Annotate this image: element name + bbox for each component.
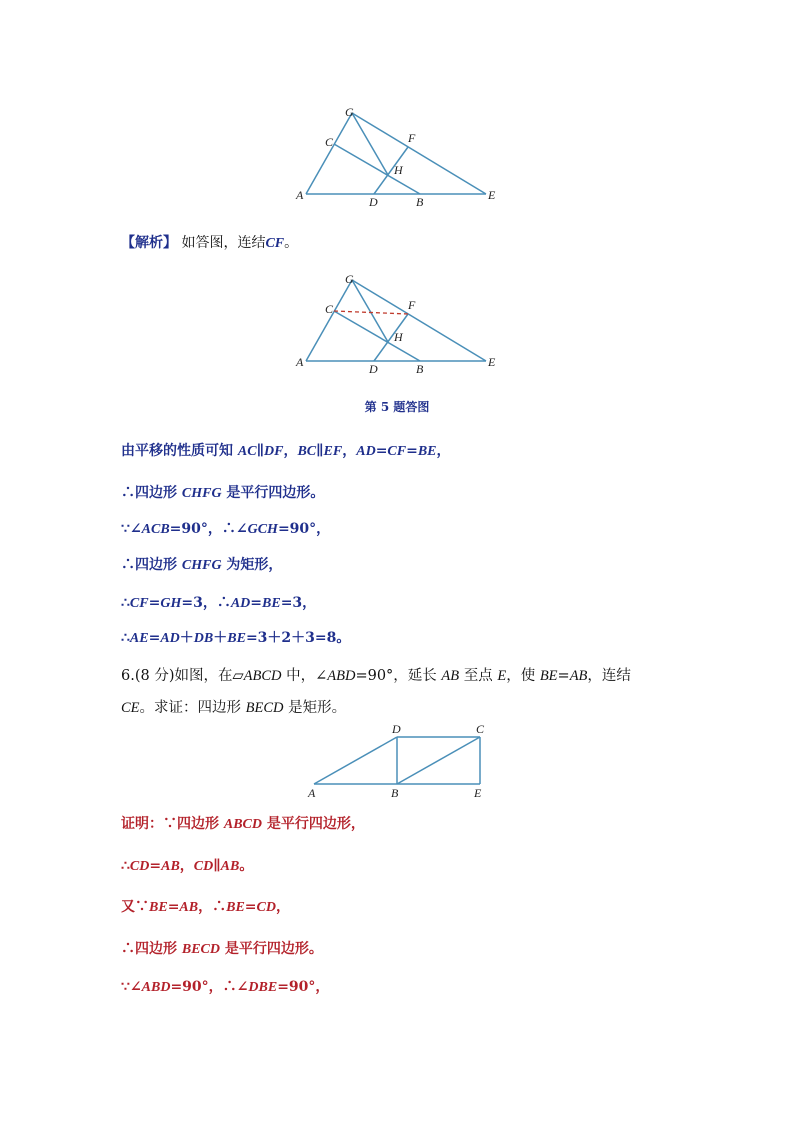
- segment-cb: [334, 311, 420, 361]
- label-a: A: [296, 355, 304, 369]
- text-run: =: [148, 595, 161, 611]
- math-term: AE: [129, 631, 149, 646]
- label-e: E: [488, 188, 496, 202]
- text-run: =3，∴: [181, 595, 231, 611]
- analysis-line: [121, 232, 298, 252]
- label-d: D: [369, 195, 378, 209]
- text-run: =: [250, 595, 263, 611]
- text-run: =: [167, 899, 180, 915]
- solution-line: [121, 554, 282, 574]
- math-term: AD: [160, 631, 180, 646]
- text-run: ∥: [316, 443, 324, 459]
- figure-1-triangle: [290, 100, 510, 210]
- math-term: DB: [193, 631, 214, 646]
- math-term: ABCD: [243, 668, 282, 684]
- math-term: CE: [121, 700, 140, 716]
- text-run: =3＋2＋3=8。: [245, 630, 351, 646]
- math-term: BE: [539, 668, 558, 684]
- text-run: 又∵: [121, 899, 149, 915]
- math-term: BC: [297, 444, 317, 459]
- text-run: ，使: [506, 668, 540, 684]
- math-term: DF: [263, 444, 284, 459]
- math-term: AD: [230, 596, 251, 611]
- math-term: ABCD: [223, 817, 262, 832]
- math-term: BE: [417, 444, 437, 459]
- text-run: ∴: [121, 858, 130, 874]
- text-run: ，: [283, 443, 298, 459]
- text-run: 是平行四边形。: [221, 485, 325, 501]
- text-run: ∥: [256, 443, 264, 459]
- text-run: =90°，∴∠: [169, 521, 248, 537]
- math-term: BECD: [245, 700, 284, 716]
- text-run: =: [557, 668, 570, 684]
- text-run: 中，∠: [281, 668, 328, 684]
- text-run: =: [406, 443, 418, 459]
- label-h: H: [394, 163, 403, 177]
- label-c: C: [325, 302, 334, 316]
- text-run: ，: [436, 443, 451, 459]
- analysis-intro-math: CF: [265, 236, 285, 251]
- segment-ge: [352, 280, 486, 361]
- math-term: AB: [161, 859, 180, 874]
- math-term: BECD: [181, 942, 220, 957]
- solution-line: [121, 592, 316, 612]
- text-run: 为矩形，: [221, 557, 283, 573]
- text-run: 至点: [459, 668, 498, 684]
- text-run: 。: [239, 858, 254, 874]
- text-run: 是矩形。: [283, 700, 347, 716]
- analysis-tag: 【解析】: [121, 235, 177, 251]
- text-run: =90°，: [277, 521, 331, 537]
- text-run: 是平行四边形。: [220, 941, 323, 957]
- text-run: ∴四边形: [121, 485, 182, 501]
- math-term: CHFG: [181, 486, 222, 501]
- math-term: GCH: [247, 522, 278, 537]
- math-term: GH: [160, 596, 182, 611]
- math-term: AB: [441, 668, 460, 684]
- label-h: H: [394, 330, 403, 344]
- text-run: ∴四边形: [121, 941, 182, 957]
- figure-2-answer-diagram: [290, 267, 510, 377]
- text-run: ∥: [213, 858, 221, 874]
- math-term: CD: [129, 859, 150, 874]
- problem-6-line-1: [121, 660, 681, 692]
- math-term: ACB: [141, 522, 170, 537]
- math-term: BE: [262, 596, 281, 611]
- segment-ag: [306, 113, 352, 194]
- text-run: ∵四边形: [163, 816, 224, 832]
- proof-line: [121, 938, 323, 958]
- math-term: E: [497, 668, 507, 684]
- label-e: E: [474, 786, 482, 800]
- label-f: F: [408, 131, 416, 145]
- segment-ad: [314, 737, 397, 784]
- math-term: EF: [323, 444, 343, 459]
- label-g: G: [345, 272, 354, 286]
- segment-cb: [334, 144, 420, 194]
- text-run: ∵∠: [121, 521, 142, 537]
- text-run: 6.(8 分)如图，在▱: [121, 668, 244, 684]
- label-g: G: [345, 105, 354, 119]
- math-term: BE: [226, 900, 245, 915]
- problem-6: [121, 660, 681, 724]
- label-e: E: [488, 355, 496, 369]
- text-run: =: [244, 899, 257, 915]
- analysis-intro: 如答图，连结: [181, 235, 266, 251]
- text-run: ∴四边形: [121, 557, 182, 573]
- math-term: CF: [387, 444, 407, 459]
- label-d: D: [392, 722, 401, 736]
- proof-line: [121, 976, 329, 996]
- math-term: CHFG: [181, 558, 222, 573]
- label-a: A: [296, 188, 304, 202]
- math-term: AB: [569, 668, 588, 684]
- math-term: ABD: [327, 668, 356, 684]
- label-a: A: [308, 786, 316, 800]
- text-run: =: [375, 443, 388, 459]
- label-f: F: [408, 298, 416, 312]
- math-term: CD: [193, 859, 214, 874]
- label-c: C: [476, 722, 485, 736]
- math-term: CF: [129, 596, 149, 611]
- text-run: ，∴: [198, 899, 227, 915]
- text-run: 证明：: [121, 816, 163, 832]
- text-run: =90°，: [277, 979, 330, 995]
- text-run: ，: [342, 443, 357, 459]
- text-run: =90°，延长: [355, 668, 442, 684]
- solution-line: [121, 440, 451, 460]
- segment-ge: [352, 113, 486, 194]
- text-run: =: [148, 630, 161, 646]
- math-term: BE: [227, 631, 246, 646]
- math-term: CD: [256, 900, 276, 915]
- proof-line: [121, 813, 365, 833]
- text-run: 是平行四边形，: [262, 816, 365, 832]
- math-term: AB: [179, 900, 199, 915]
- figure-3-parallelogram: [300, 720, 500, 802]
- text-run: =: [149, 858, 162, 874]
- label-b: B: [391, 786, 399, 800]
- math-term: AD: [356, 444, 376, 459]
- label-d: D: [369, 362, 378, 376]
- solution-line: [121, 482, 324, 502]
- math-term: ABD: [141, 980, 171, 995]
- solution-line: [121, 518, 330, 538]
- math-term: AB: [220, 859, 240, 874]
- math-term: DBE: [248, 980, 278, 995]
- math-term: AC: [237, 444, 257, 459]
- text-run: ＋: [213, 630, 228, 646]
- analysis-intro-end: 。: [284, 235, 299, 251]
- text-run: =90°，∴∠: [170, 979, 249, 995]
- text-run: ∴: [121, 595, 130, 611]
- text-run: =3，: [280, 595, 317, 611]
- math-term: BE: [149, 900, 168, 915]
- solution-line: [121, 627, 350, 647]
- proof-line: [121, 855, 253, 875]
- text-run: ，: [275, 899, 290, 915]
- text-run: ∴: [121, 630, 130, 646]
- text-run: 由平移的性质可知: [121, 443, 238, 459]
- text-run: 。求证：四边形: [139, 700, 246, 716]
- text-run: ，: [179, 858, 194, 874]
- figure-2-caption: 第 5 题答图: [364, 400, 430, 414]
- text-run: ∵∠: [121, 979, 142, 995]
- segment-bc: [397, 737, 480, 784]
- proof-line: [121, 896, 290, 916]
- label-b: B: [416, 362, 424, 376]
- label-c: C: [325, 135, 334, 149]
- label-b: B: [416, 195, 424, 209]
- segment-ag: [306, 280, 352, 361]
- text-run: ，连结: [587, 668, 631, 684]
- text-run: ＋: [179, 630, 194, 646]
